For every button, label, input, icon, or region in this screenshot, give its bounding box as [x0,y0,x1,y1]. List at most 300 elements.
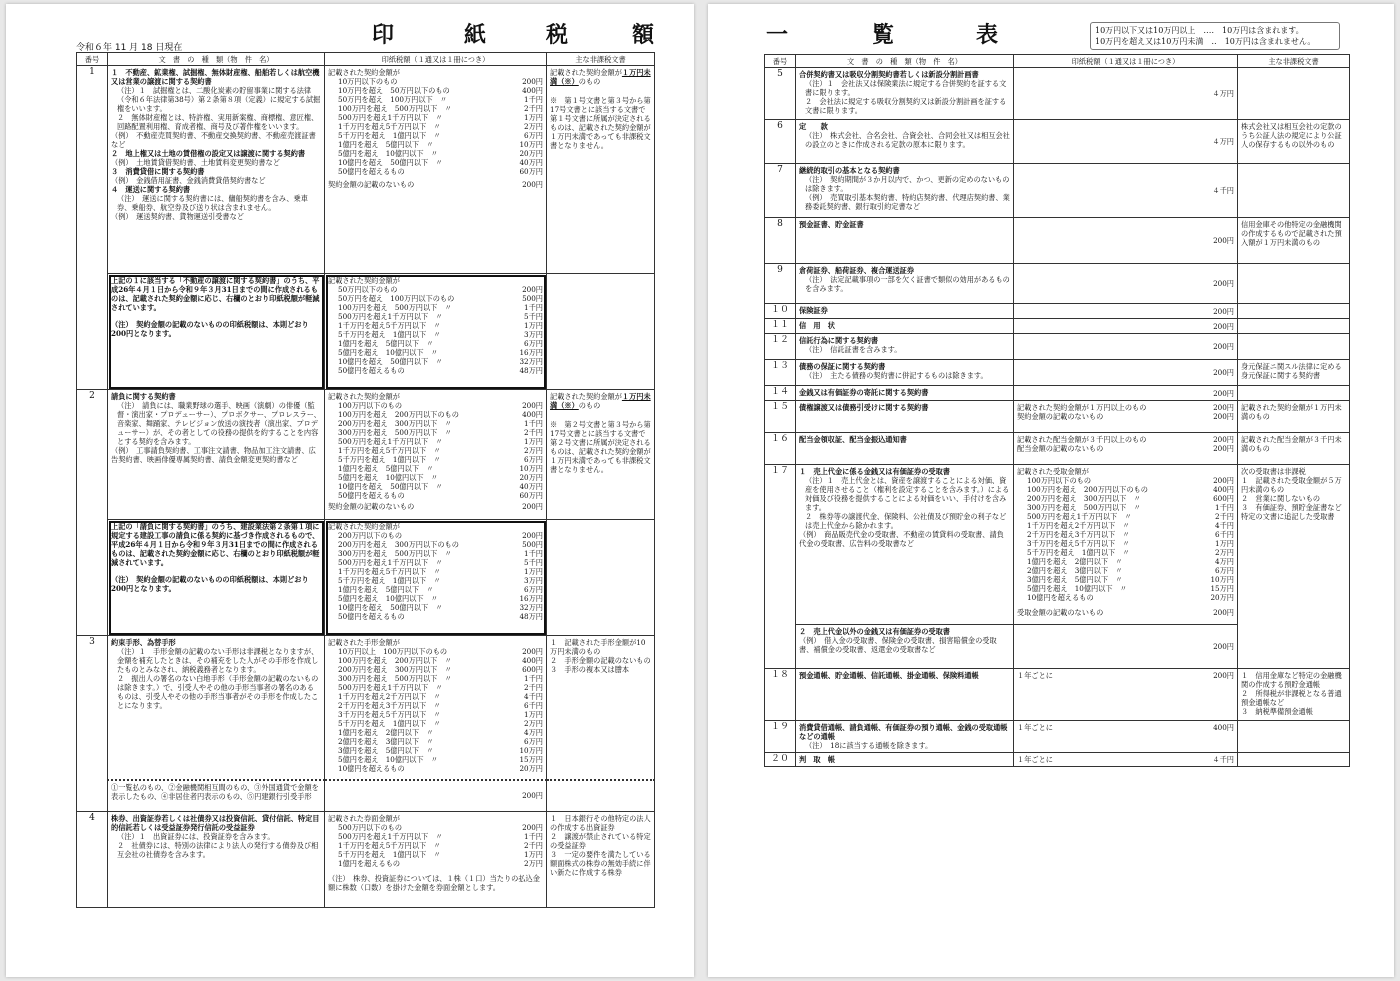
rate-range: 100万円を超え 200万円以下のもの [338,410,459,419]
tax-amount: 200円 [1213,368,1234,377]
rate-list [328,77,543,176]
rate-amount: 1万円 [524,710,543,719]
doc-note: （注） 主たる債務の契約書に併記するものは除きます。 [805,371,988,380]
exempt-cell [547,636,655,780]
tax-amount: 200円 [1213,642,1234,651]
rate-amount: 32万円 [519,603,543,612]
rate-range: 5億円を超え 10億円以下 〃 [338,473,438,482]
exempt-cell [1238,164,1350,218]
exempt-cell [1238,753,1350,767]
effective-date: 令和６年 11 月 18 日現在 [76,43,183,53]
tax-condition [1017,307,1209,316]
exempt-text: 身元保証ニ関スル法律に定める身元保証に関する契約書 [1241,362,1342,380]
rate-amount: 10万円 [519,464,543,473]
doc-title: 消費貸借通帳、請負通帳、有価証券の預り通帳、金銭の受取通帳などの通帳 [799,723,1008,741]
tax-cell [1014,360,1238,386]
rate-amount: 2千円 [524,428,543,437]
tax-condition [1017,186,1208,195]
rate-range: 50万円を超え 100万円以下 〃 [338,95,448,104]
rate-range: 500万円を超え1千万円以下 〃 [338,683,443,692]
doc-cell [796,433,1014,465]
rate-range: 1億円を超え 2億円以下 〃 [338,728,434,737]
rate-range: 500万円を超え1千万円以下 〃 [1027,512,1132,521]
rate-range: 2千万円を超え3千万円以下 〃 [338,701,441,710]
doc-example: （例） 借入金の受取書、保険金の受取書、損害賠償金の受取書、補償金の受取書、返還金の受取書など [799,636,997,654]
tax-cell [1014,433,1238,465]
rate-list [328,285,543,375]
rate-range: 100万円を超え 500万円以下 〃 [338,104,452,113]
exempt-cell [1238,433,1350,465]
doc-title: ２ 売上代金以外の金銭又は有価証券の受取書 [799,627,950,636]
rate-amount: 2万円 [524,719,543,728]
rate-amount: 1千円 [524,303,543,312]
doc-cell [796,264,1014,304]
rate-amount: 400円 [522,86,543,95]
rate-amount: 60万円 [519,491,543,500]
rate-range: 300万円を超え 500万円以下 〃 [338,674,452,683]
doc-cell [796,164,1014,218]
tax-amount: 200円 [1213,236,1234,245]
reduction-tax-cell [325,520,547,636]
exempt-cell [547,274,655,390]
no-amount-label: 受取金額の記載のないもの [1017,608,1104,617]
special-bill-text: ①一覧払のもの、②金融機関相互間のもの、③外国通貨で金額を表示したもの、④非居住者円表示のもの、⑤円建銀行引受手形 [111,782,319,801]
row-number: １８ [765,669,796,721]
doc-cell [796,465,1014,625]
doc-note: （注） 法定記載事項の一部を欠く証書で類似の効用があるものを含みます。 [805,275,1010,293]
rate-range: 10億円を超え 50億円以下 〃 [338,482,443,491]
rate-amount: 2千円 [524,841,543,850]
rate-range: 1億円を超え 5億円以下 〃 [338,339,434,348]
tax-condition: １年ごとに [1017,723,1053,732]
rate-range: 2億円を超え 3億円以下 〃 [1027,566,1123,575]
rate-range: 200万円以下のもの [338,531,403,540]
doc-cell [796,401,1014,433]
tax-cell [1014,218,1238,264]
exempt-text: １ 信用金庫など特定の金融機関の作成する預貯金通帳 ２ 所得税が非課税となる普通預金通帳など ３ 納税準備預金通帳 [1241,671,1342,716]
tax-condition: １年ごとに [1017,671,1053,680]
row-number: １３ [765,360,796,386]
rate-amount: 2千円 [1215,512,1234,521]
rate-amount: 2万円 [524,122,543,131]
rate-range: 1千万円を超え5千万円以下 〃 [338,122,441,131]
exempt-text: 信用金庫その他特定の金融機関の作成するもので記載された預入額が１万円未満のもの [1241,220,1342,247]
rate-amount: 32万円 [519,357,543,366]
doc-note: （注）１ 売上代金とは、資産を譲渡することによる対価、資産を使用させること（権利を設定することを含みます。）による対価及び役務を提供することによる対価をいい、手付けを含みます。 ２ 株券等の譲渡代金、保険料、公社債及び預貯金の利子などは売上代金から除かれます。 [805,476,1010,530]
rate-amount: 60万円 [519,167,543,176]
exempt-text: 次の受取書は非課税 １ 記載された受取金額が５万円未満のもの ２ 営業に関しないもの ３ 有価証券、預貯金証書など特定の文書に追記した受取書 [1241,467,1342,521]
tax-amount: 200円 [1213,388,1234,398]
rate-range: 5千万円を超え 1億円以下 〃 [338,131,441,140]
doc-title: 保険証券 [799,306,828,315]
tax-condition [1017,342,1209,351]
exempt-text: 記載された契約金額が１万円未満のもの [1241,403,1342,421]
rate-range: 50億円を超えるもの [338,366,405,375]
rate-amount: 200円 [522,647,543,656]
rate-amount: 1万円 [1215,539,1234,548]
table-row [77,636,655,780]
rate-range: 100万円を超え 200万円以下のもの [1027,485,1148,494]
row-number: 6 [765,120,796,164]
rate-range: 1千万円を超え5千万円以下 〃 [338,567,441,576]
row-number: １６ [765,433,796,465]
rate-amount: 3万円 [524,330,543,339]
rate-range: 1億円を超えるもの [338,859,401,868]
doc-title: ３ 消費貸借に関する契約書 [111,167,205,176]
rate-range: 100万円を超え 500万円以下 〃 [338,303,452,312]
exempt-text: 株式会社又は相互会社の定款のうち公証人法の規定により公証人の保存するもの以外のもの [1241,122,1342,149]
table-row [765,334,1350,360]
doc-title: 倉荷証券、船荷証券、複合運送証券 [799,266,915,275]
tax-condition: １年ごとに [1017,755,1053,764]
doc-cell [796,721,1014,753]
doc-example: （例） 金銭借用証書、金銭消費貸借契約書など [111,176,266,185]
tax-cell [1014,386,1238,401]
rate-amount: 16万円 [519,594,543,603]
exempt-cell [1238,334,1350,360]
tax-heading: 記載された契約金額が [328,276,400,285]
rate-range: 5千万円を超え 1億円以下 〃 [338,455,441,464]
amount-legend [1090,22,1340,50]
exempt-cell [1238,669,1350,721]
exempt-cell [547,66,655,274]
doc-cell [796,334,1014,360]
exempt-text: １ 記載された手形金額が10万円未満のもの ２ 手形金額の記載のないもの ３ 手形の複本又は謄本 [550,638,651,674]
tax-condition [1017,236,1209,245]
reduction-doc-cell [108,520,325,636]
rate-amount: 200円 [522,823,543,832]
rate-amount: 500円 [522,540,543,549]
reduction-note: （注） 契約金額の記載のないものの印紙税額は、本則どおり200円となります。 [111,575,309,593]
rate-amount: 2千円 [524,104,543,113]
rate-amount: 4千円 [1215,521,1234,530]
rate-list [328,401,543,500]
table-row [77,520,655,636]
rate-amount: 6万円 [524,737,543,746]
doc-title: 債務の保証に関する契約書 [799,362,886,371]
tax-cell [1014,120,1238,164]
rate-range: 500万円以下のもの [338,823,403,832]
exempt-cell [1238,120,1350,164]
tax-amount: 200円 [1213,279,1234,288]
tax-heading: 記載された契約金額が [328,522,400,531]
doc-cell [796,68,1014,120]
rate-amount: 1万円 [524,321,543,330]
doc-note: （注） 運送に関する契約書には、傭船契約書を含み、乗車券、乗船券、航空券及び送り状は含まれません。 [117,194,308,212]
row-number: 1 [77,66,108,390]
row-number: １２ [765,334,796,360]
rate-amount: 4千円 [524,692,543,701]
rate-range: 1億円を超え 5億円以下 〃 [338,464,434,473]
rate-range: 200万円を超え 300万円以下 〃 [1027,494,1141,503]
doc-note: （注）１ 試掘権とは、二酸化炭素の貯留事業に関する法律（令和６年法律第38号）第２条第８項（定義）に規定する試掘権をいいます。 ２ 無体財産権とは、特許権、実用新案権、商標権、意匠権、回路配置利用権、育成者権、商号及び著作権をいいます。 [117,86,321,131]
exempt-cell [1238,401,1350,433]
header-tax-amount: 印紙税額（１通又は１冊につき） [1014,55,1238,68]
rate-amount: 40万円 [519,482,543,491]
doc-example: （例） 工事請負契約書、工事注文請書、物品加工注文請書、広告契約書、映画俳優専属契約書、請負金額変更契約書など [111,446,316,464]
doc-example: （例） 不動産売買契約書、不動産交換契約書、不動産売渡証書など [111,131,316,149]
no-amount-label: 契約金額の記載のないもの [328,180,415,189]
header-doc-type: 文 書 の 種 類（物 件 名） [796,55,1014,68]
reduction-text: 上記の「請負に関する契約書」のうち、建設業法第２条第１項に規定する建設工事の請負に係る契約に基づき作成されるもので、平成26年４月１日から令和９年３月31日までの間に作成されるものは、記載された契約金額に応じ、右欄のとおり印紙税額が軽減されています。 [111,522,320,567]
table-row [765,68,1350,120]
exempt-text: 記載された契約金額が [550,392,622,401]
tax-amount: 200円 200円 [1213,403,1234,421]
doc-title: 債権譲渡又は債務引受けに関する契約書 [799,403,929,412]
reduction-doc-cell [108,274,325,390]
tax-cell [325,66,547,274]
doc-example: （例） 商品販売代金の受取書、不動産の賃貸料の受取書、請負代金の受取書、広告料の受取書など [799,530,1004,548]
tax-amount: ４万円 [1212,89,1234,98]
exempt-text-suffix: のもの [578,77,601,86]
rate-range: 5億円を超え 10億円以下 〃 [338,149,438,158]
doc-note: （注） 信託証書を含みます。 [805,345,902,354]
no-amount-tax: 200円 [1213,608,1234,617]
rate-amount: 20万円 [519,149,543,158]
doc-title: 信託行為に関する契約書 [799,336,879,345]
rate-range: 5億円を超え 10億円以下 〃 [338,348,438,357]
rate-range: 200万円を超え 300万円以下 〃 [338,665,452,674]
title-char-5: 一 [766,22,789,48]
tax-condition [1017,322,1209,331]
doc-note: （注） 契約期間が３か月以内で、かつ、更新の定めのないものは除きます。 （例） 売買取引基本契約書、特約店契約書、代理店契約書、業務委託契約書、銀行取引約定書など [805,175,1010,211]
rate-range: 5億円を超え 10億円以下 〃 [338,755,438,764]
doc-title: 約束手形、為替手形 [111,638,176,647]
rate-amount: 400円 [522,410,543,419]
rate-range: 500万円を超え1千万円以下 〃 [338,832,443,841]
tax-condition [1017,137,1208,146]
rate-range: 100万円を超え 200万円以下 〃 [338,656,452,665]
rate-range: 3億円を超え 5億円以下 〃 [338,746,434,755]
doc-cell [108,390,325,520]
rate-amount: 20万円 [1210,593,1234,602]
table-row [765,164,1350,218]
rate-amount: 6千円 [1215,530,1234,539]
rate-amount: 500円 [522,294,543,303]
tax-cell [1014,753,1238,767]
page-right [708,4,1394,977]
exempt-cell [1238,319,1350,334]
exempt-note: ※ 第１号文書と第３号から第17号文書とに該当する文書で第１号文書に所属が決定されるものは、記載された契約金額が１万円未満であっても非課税文書となりません。 [550,96,651,150]
tax-amount: 200円 200円 [1213,435,1234,453]
rate-amount: 600円 [1213,494,1234,503]
table-row [765,465,1350,625]
doc-title: 配当金領収証、配当金振込通知書 [799,435,907,444]
exempt-cell [1238,218,1350,264]
table-row [77,274,655,390]
doc-title: 金銭又は有価証券の寄託に関する契約書 [799,388,929,397]
tax-amount: 200円 [1213,671,1234,680]
rate-range: 5億円を超え 10億円以下 〃 [338,594,438,603]
table-row [765,120,1350,164]
doc-cell [796,386,1014,401]
row-number: 5 [765,68,796,120]
tax-cell [1014,625,1238,669]
exempt-text-suffix: のもの [578,401,601,410]
tax-cell [1014,164,1238,218]
rate-range: 200万円を超え 300万円以下 〃 [338,419,452,428]
rate-amount: 20万円 [519,764,543,773]
rate-amount: 1千円 [524,419,543,428]
exempt-text: １ 日本銀行その他特定の法人の作成する出資証券 ２ 譲渡が禁止されている特定の受益証券 ３ 一定の要件を満たしている額面株式の株券の無効手続に伴い新たに作成する株券 [550,814,651,877]
rate-range: 1億円を超え 5億円以下 〃 [338,140,434,149]
rate-amount: 1万円 [524,850,543,859]
tax-cell [1014,401,1238,433]
table-row [765,360,1350,386]
rate-amount: 2万円 [524,859,543,868]
exempt-text: 記載された配当金額が３千円未満のもの [1241,435,1342,453]
row-number: 3 [77,636,108,812]
header-no: 番号 [765,55,796,68]
doc-note: （注） 株式会社、合名会社、合資会社、合同会社又は相互会社の設立のときに作成される定款の原本に限ります。 [805,131,1010,149]
doc-cell [796,669,1014,721]
rate-range: 1千万円を超え5千万円以下 〃 [338,446,441,455]
rate-amount: 200円 [522,77,543,86]
rate-amount: 1千円 [524,674,543,683]
rate-amount: 10万円 [1210,575,1234,584]
table-row [77,780,655,812]
tax-condition: 記載された配当金額が３千円以上のもの 配当金額の記載のないもの [1017,435,1147,453]
exempt-cell [547,780,655,812]
rate-amount: 400円 [1213,485,1234,494]
rate-range: 100万円以下のもの [1027,476,1092,485]
header-tax-amount: 印紙税額（１通又は１冊につき） [325,53,547,66]
rate-amount: 48万円 [519,366,543,375]
tax-cell [1014,319,1238,334]
exempt-text: 記載された契約金額が [550,68,622,77]
rate-amount: 6万円 [524,339,543,348]
doc-title: 定 款 [799,122,828,131]
exempt-cell [1238,721,1350,753]
rate-range: 5千万円を超え 1億円以下 〃 [338,576,441,585]
rate-amount: 10万円 [519,746,543,755]
rate-range: 3億円を超え 5億円以下 〃 [1027,575,1123,584]
rate-amount: 15万円 [1210,584,1234,593]
doc-cell [796,304,1014,319]
tax-heading: 記載された契約金額が [328,68,400,77]
rate-range: 300万円を超え 500万円以下 〃 [1027,503,1141,512]
tax-amount: ４千円 [1212,186,1234,195]
reduction-tax-cell [325,274,547,390]
row-number: 8 [765,218,796,264]
exempt-cell [1238,386,1350,401]
tax-amount: 200円 [1213,306,1234,316]
rate-amount: 15万円 [519,755,543,764]
header-no: 番号 [77,53,108,66]
row-number: １７ [765,465,796,669]
rate-range: 5千万円を超え 1億円以下 〃 [338,719,441,728]
tax-amount: ４千円 [1212,755,1234,764]
row-number: 2 [77,390,108,636]
doc-title: 判 取 帳 [799,755,835,764]
doc-cell [108,66,325,274]
title-char-1: 印 [372,22,395,48]
rate-amount: 600円 [522,665,543,674]
rate-amount: 20万円 [519,473,543,482]
exempt-threshold: １万円未満（※） [550,392,651,410]
title-char-4: 額 [632,22,655,48]
tax-amount: 400円 [1213,723,1234,732]
rate-range: 2千万円を超え3千万円以下 〃 [1027,530,1130,539]
rate-list [1017,476,1234,602]
table-row [765,669,1350,721]
rate-amount: 6万円 [524,585,543,594]
table-row [765,753,1350,767]
rate-range: 5億円を超え 10億円以下 〃 [1027,584,1127,593]
rate-amount: 6千円 [524,701,543,710]
tax-heading: 記載された受取金額が [1017,467,1089,476]
legend-line: 10万円を超え又は10万円未満 ‥ 10万円は含まれません。 [1095,37,1316,46]
tax-amount: 200円 [522,791,543,801]
doc-example: （例） 土地賃貸借契約書、土地賃料変更契約書など [111,158,280,167]
rate-amount: 1千円 [524,549,543,558]
stamp-tax-table-left [76,52,655,908]
rate-range: 3千万円を超え5千万円以下 〃 [338,710,441,719]
tax-condition [1017,368,1209,377]
rate-amount: 1万円 [524,567,543,576]
rate-amount: 2万円 [524,446,543,455]
doc-cell [796,120,1014,164]
doc-title: 預金証書、貯金証書 [799,220,864,229]
doc-title: 預金通帳、貯金通帳、信託通帳、掛金通帳、保険料通帳 [799,671,979,680]
tax-cell [325,390,547,520]
rate-amount: 1千円 [1215,503,1234,512]
tax-cell [1014,264,1238,304]
rate-range: 3千万円を超え5千万円以下 〃 [1027,539,1130,548]
exempt-cell [1238,360,1350,386]
rate-amount: 200円 [522,285,543,294]
rate-amount: 16万円 [519,348,543,357]
rate-range: 2億円を超え 3億円以下 〃 [338,737,434,746]
table-row [765,218,1350,264]
doc-cell [108,780,325,812]
rate-range: 200万円を超え 300万円以下のもの [338,540,459,549]
rate-amount: 2千円 [524,683,543,692]
tax-cell [325,636,547,780]
exempt-cell [1238,465,1350,669]
tax-amount: 200円 [1213,342,1234,351]
header-exempt: 主な非課税文書 [547,53,655,66]
row-number: １４ [765,386,796,401]
exempt-cell [1238,264,1350,304]
table-row [765,264,1350,304]
title-char-7: 表 [976,22,999,48]
rate-range: 1千万円を超え5千万円以下 〃 [338,321,441,330]
doc-cell [796,625,1014,669]
tax-cell [1014,721,1238,753]
rate-amount: 6万円 [1215,566,1234,575]
tax-condition [1017,89,1208,98]
tax-cell [1014,68,1238,120]
row-number: 7 [765,164,796,218]
doc-title: ４ 運送に関する契約書 [111,185,191,194]
doc-cell [796,360,1014,386]
tax-note: （注） 株券、投資証券については、１株（１口）当たりの払込金額に株数（口数）を掛けた金額を券面金額とします。 [328,874,540,892]
row-number: １９ [765,721,796,753]
doc-cell [796,753,1014,767]
rate-range: 10万円以上 100万円以下のもの [338,647,448,656]
title-char-3: 税 [546,22,569,48]
row-number: １０ [765,304,796,319]
rate-range: 500万円を超え1千万円以下 〃 [338,312,443,321]
table-row [765,304,1350,319]
tax-cell [1014,669,1238,721]
doc-title: 合併契約書又は吸収分割契約書若しくは新設分割計画書 [799,70,979,79]
rate-range: 50億円を超えるもの [338,491,405,500]
table-row [765,386,1350,401]
doc-example: （例） 運送契約書、貨物運送引受書など [111,212,244,221]
rate-amount: 4万円 [1215,557,1234,566]
